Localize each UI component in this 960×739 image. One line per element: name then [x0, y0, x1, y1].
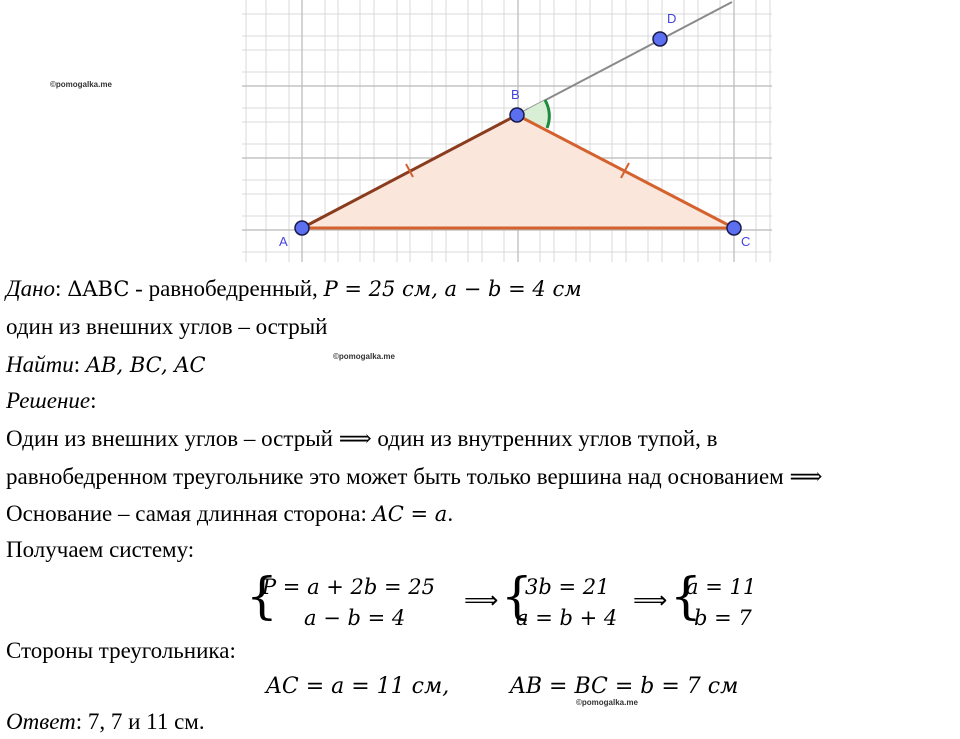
sides-ab-bc: AB = BC = b = 7 см: [510, 674, 739, 699]
point-a: [295, 221, 309, 235]
answer-value: 7, 7 и 11 см.: [82, 709, 205, 734]
watermark-3: ©pomogalka.me: [576, 698, 638, 707]
find-line: [6, 350, 206, 380]
implies-arrow-1: ⟹: [464, 586, 499, 614]
triangle-figure: [0, 0, 960, 270]
point-c: [727, 221, 741, 235]
given-perimeter: P = 25 см, a − b = 4 см: [323, 277, 582, 301]
brace-2: {: [501, 567, 533, 625]
sides-intro: Стороны треугольника:: [6, 638, 236, 663]
system-3-row-1: a = 11: [686, 575, 757, 599]
point-b: [510, 108, 524, 122]
solution-line: [6, 386, 97, 416]
given-text: - равнобедренный,: [129, 276, 324, 301]
find-value: AB, BC, AC: [85, 353, 206, 377]
point-d: [653, 32, 667, 46]
condition-line: один из внешних углов – острый: [6, 314, 328, 339]
reasoning-line-1: Один из внешних углов – острый ⟹ один из внутренних углов тупой, в: [6, 426, 718, 451]
label-c: C: [741, 234, 751, 249]
system-2-row-2: a = b + 4: [516, 606, 618, 630]
brace-1: {: [246, 567, 278, 625]
ray-bd: [517, 2, 732, 115]
answer-line: [6, 707, 205, 737]
sides-ac: AC = a = 11 см,: [266, 674, 450, 699]
reasoning-line-2: равнобедренном треугольнике это может быть только вершина над основанием ⟹: [6, 464, 823, 489]
brace-3: {: [670, 567, 702, 625]
implies-arrow-2: ⟹: [633, 586, 668, 614]
answer-label: Ответ: [6, 709, 76, 734]
label-a: A: [279, 234, 288, 249]
watermark-2: ©pomogalka.me: [333, 352, 395, 361]
reasoning-line-3: [6, 499, 453, 529]
reasoning-period: .: [447, 501, 454, 526]
given-colon: :: [55, 276, 62, 301]
system-1-row-2: a − b = 4: [304, 606, 406, 630]
given-line: [6, 274, 582, 304]
answer-colon: :: [75, 709, 83, 734]
given-label: Дано: [6, 276, 56, 301]
reasoning-text: Основание – самая длинная сторона:: [6, 501, 373, 526]
reasoning-formula: AC = a: [372, 502, 448, 526]
solution-label: Решение: [6, 388, 91, 413]
system-intro: Получаем систему:: [6, 537, 195, 562]
watermark-1: ©pomogalka.me: [50, 80, 112, 89]
system-2-row-1: 3b = 21: [525, 575, 610, 599]
system-1-row-1: P = a + 2b = 25: [262, 575, 436, 599]
given-triangle: ΔABC: [67, 277, 130, 301]
find-label: Найти: [6, 352, 74, 377]
system-3-row-2: b = 7: [694, 606, 752, 630]
label-b: B: [511, 87, 520, 102]
solution-colon: :: [90, 388, 97, 413]
label-d: D: [667, 11, 677, 26]
triangle-fill: [302, 115, 734, 228]
find-colon: :: [73, 352, 81, 377]
